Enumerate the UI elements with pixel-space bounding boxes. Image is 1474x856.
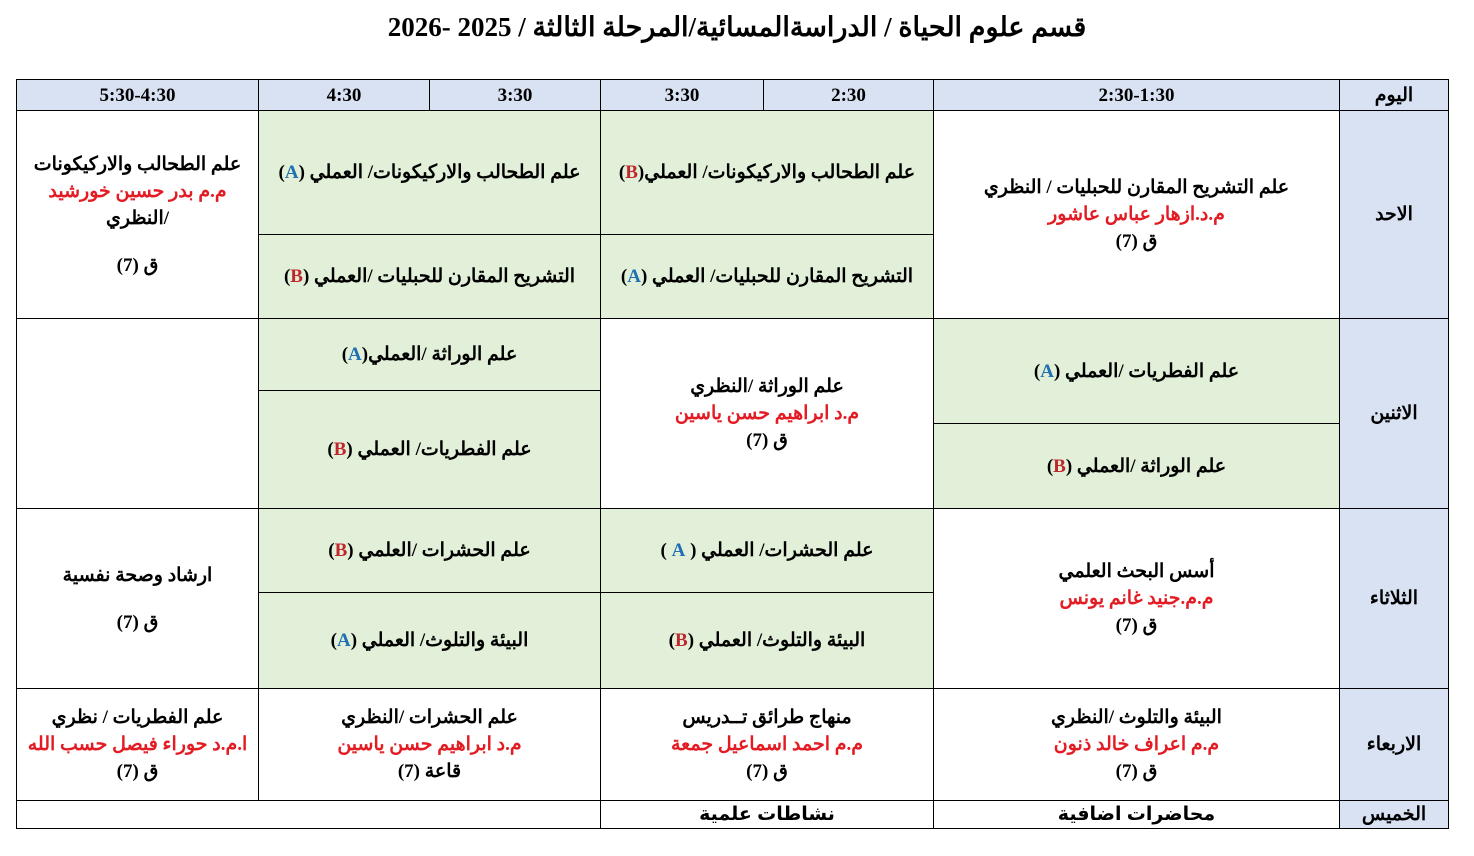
course-name: علم التشريح المقارن للحبليات / النظري (983, 177, 1290, 198)
tuesday-lab-1a (601, 509, 934, 593)
course-name: علم الفطريات / نظري (51, 707, 224, 728)
tuesday-lab-1b (601, 593, 934, 689)
wednesday-lecture-2 (601, 689, 934, 801)
monday-lab-1b (934, 424, 1340, 509)
course-name: علم الحشرات /النظري (341, 707, 518, 728)
monday-lab-2b (259, 391, 601, 509)
paren: ) (328, 540, 335, 561)
teacher-name: ا.م.د حوراء فيصل حسب الله (27, 734, 248, 755)
paren: ) (620, 266, 628, 287)
lecture-type: /النظري (105, 207, 170, 229)
sunday-lecture-6 (17, 111, 259, 319)
course-name: منهاج طرائق تــدريس (682, 707, 852, 728)
sunday-lab-1b (601, 235, 934, 319)
course-name: أسس البحث العلمي (1058, 561, 1215, 582)
day-monday: الاثنين (1340, 319, 1449, 509)
monday-row-a (17, 319, 1449, 391)
sunday-lab-2b (259, 235, 601, 319)
group-label: A (284, 162, 299, 183)
lab-label: علم الفطريات/ العملي ( (346, 439, 532, 460)
paren: ) (341, 344, 349, 365)
lab-label: علم الطحالب والاركيكونات/ العملي ( (298, 162, 581, 183)
wednesday-lecture-1 (934, 689, 1340, 801)
monday-lecture-2 (601, 319, 934, 509)
group-label: B (675, 630, 688, 651)
teacher-name: م.د ابراهيم حسن ياسين (674, 403, 860, 424)
group-label: A (336, 630, 351, 651)
tuesday-row-a (17, 509, 1449, 593)
tuesday-lab-2b (259, 593, 601, 689)
paren: ) (283, 266, 291, 287)
paren: ) (660, 540, 672, 561)
tuesday-lecture-6 (17, 509, 259, 689)
wednesday-lecture-3 (259, 689, 601, 801)
lab-label: علم الحشرات /العلمي ( (347, 540, 531, 561)
header-time-3: 3:30 (601, 80, 764, 111)
paren: ) (1046, 455, 1054, 477)
room: ق (7) (1115, 231, 1158, 252)
room: ق (7) (1115, 761, 1158, 782)
wednesday-row (17, 689, 1449, 801)
paren: ) (327, 439, 334, 460)
course-name: علم الوراثة /النظري (690, 376, 844, 397)
paren: ) (330, 630, 337, 651)
header-row (17, 80, 1449, 111)
thursday-cell-1: محاضرات اضافية (934, 801, 1340, 829)
header-time-4: 3:30 (430, 80, 601, 111)
lab-label: البيئة والتلوث/ العملي ( (687, 630, 866, 651)
group-label: B (625, 162, 638, 183)
page-title: قسم علوم الحياة / الدراسةالمسائية/المرحلة الثالثة / 2025 -2026 (387, 12, 1087, 42)
thursday-cell-2: نشاطات علمية (601, 801, 934, 829)
room: ق (7) (746, 761, 788, 782)
sunday-lab-2a (259, 111, 601, 235)
room: ق (7) (1115, 615, 1158, 636)
room: ق (7) (116, 761, 159, 782)
header-time-2: 2:30 (764, 80, 934, 111)
tuesday-lecture-1 (934, 509, 1340, 689)
teacher-name: م.م اعراف خالد ذنون (1053, 734, 1220, 755)
group-label: B (290, 266, 303, 287)
lab-label: البيئة والتلوث/ العملي ( (350, 630, 529, 651)
lab-label: علم الطحالب والاركيكونات/ العملي( (637, 162, 916, 183)
sunday-lab-1a (601, 111, 934, 235)
teacher-name: م.د.ازهار عباس عاشور (1048, 204, 1225, 225)
schedule-table (16, 79, 1449, 829)
group-label: A (671, 540, 686, 561)
paren: ) (1033, 360, 1041, 382)
teacher-name: م.م بدر حسين خورشيد (48, 180, 227, 202)
day-sunday: الاحد (1340, 111, 1449, 319)
lab-label: التشريح المقارن للحبليات/ العملي ( (640, 266, 914, 287)
sunday-row-a (17, 111, 1449, 235)
group-label: A (1040, 360, 1054, 382)
monday-lecture-6 (17, 319, 259, 509)
header-day: اليوم (1340, 80, 1449, 111)
teacher-name: م.د ابراهيم حسن ياسين (337, 734, 522, 755)
monday-lab-1a (934, 319, 1340, 424)
room: ق (7) (116, 611, 159, 633)
group-label: B (1053, 455, 1066, 477)
room: ق (7) (116, 254, 159, 276)
monday-lab-2a (259, 319, 601, 391)
teacher-name: م.م احمد اسماعيل جمعة (670, 734, 864, 755)
course-name: علم الطحالب والاركيكونات (33, 153, 242, 175)
header-time-1: 2:30-1:30 (934, 80, 1340, 111)
tuesday-lab-2a (259, 509, 601, 593)
sunday-lecture-1 (934, 111, 1340, 319)
day-wednesday: الاربعاء (1340, 689, 1449, 801)
group-label: B (333, 439, 347, 460)
paren: ) (668, 630, 675, 651)
course-name: ارشاد وصحة نفسية (62, 564, 213, 586)
wednesday-lecture-4 (17, 689, 259, 801)
lab-label: علم الوراثة /العملي( (361, 344, 518, 365)
group-label: B (334, 540, 348, 561)
room: قاعة (7) (397, 761, 462, 782)
room: ق (7) (746, 430, 788, 451)
thursday-cell-3 (17, 801, 601, 829)
course-name: البيئة والتلوث /النظري (1051, 707, 1222, 728)
paren: ) (618, 162, 626, 183)
group-label: A (348, 344, 362, 365)
lab-label: علم الفطريات /العملي ( (1053, 360, 1240, 382)
thursday-row (17, 801, 1449, 829)
header-time-5: 4:30 (259, 80, 430, 111)
day-thursday: الخميس (1340, 801, 1449, 829)
header-time-6: 5:30-4:30 (17, 80, 259, 111)
lab-label: علم الوراثة /العملي ( (1065, 455, 1227, 477)
day-tuesday: الثلاثاء (1340, 509, 1449, 689)
teacher-name: م.م.جنيد غانم يونس (1059, 588, 1214, 609)
lab-label: علم الحشرات/ العملي ( (685, 540, 874, 561)
group-label: A (627, 266, 641, 287)
paren: ) (278, 162, 285, 183)
lab-label: التشريح المقارن للحبليات /العملي ( (302, 266, 576, 287)
